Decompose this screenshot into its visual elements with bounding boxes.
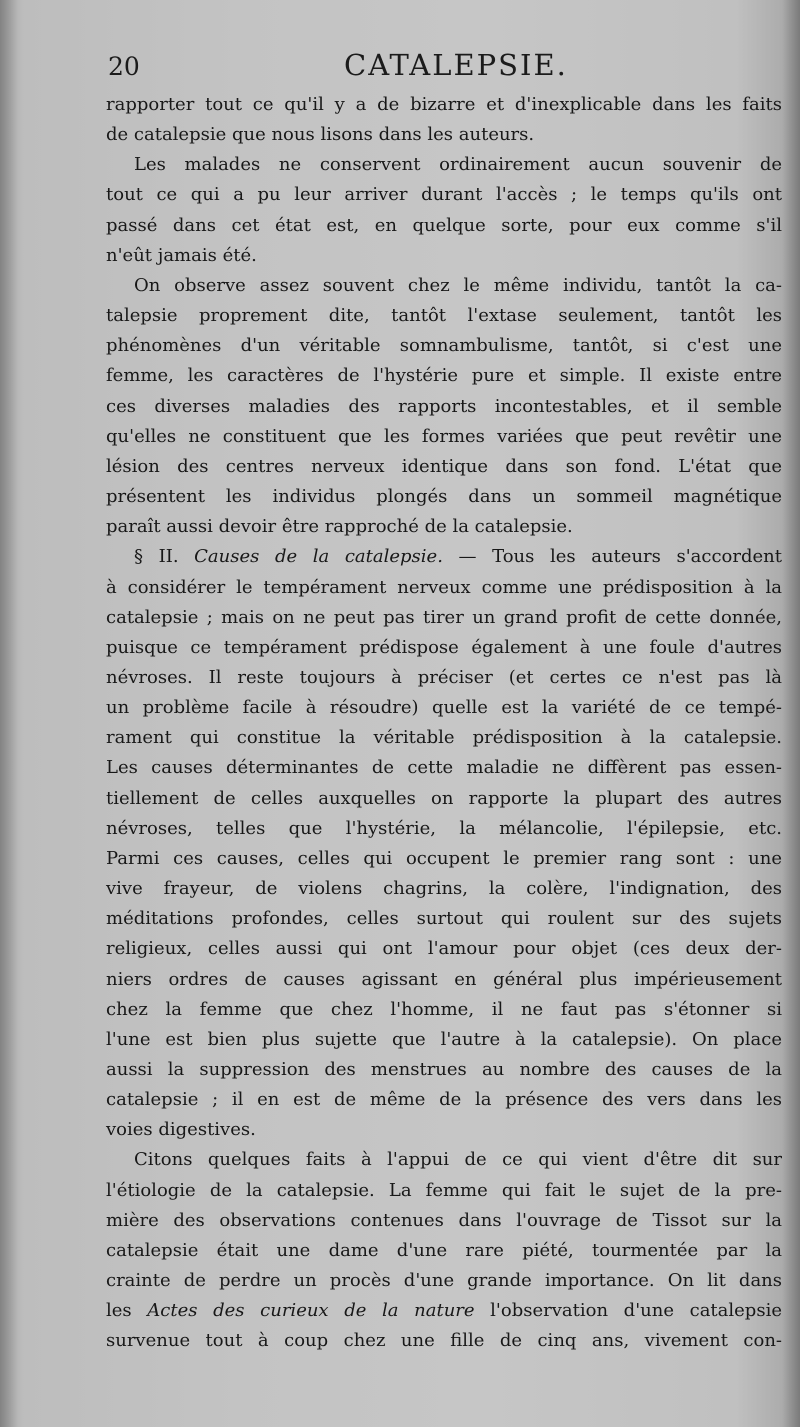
text-line: tiellement de celles auxquelles on rapporte la plupart des autres [106,787,782,809]
section-mark: § II. [134,546,179,568]
text-line: Les malades ne conservent ordinairement aucun souvenir de [134,154,782,176]
text-line: aussi la suppression des menstrues au nombre des causes de la [106,1059,782,1080]
text-line: méditations profondes, celles surtout qui roulent sur des sujets [106,908,782,930]
line-suffix: l'observation d'une catalepsie [474,1300,782,1322]
text-line: crainte de perdre un procès d'une grande importance. On lit dans [106,1270,782,1292]
text-line: catalepsie était une dame d'une rare piété, tourmentée par la [106,1239,782,1261]
text-line: tout ce qui a pu leur arriver durant l'accès ; le temps qu'ils ont [106,184,782,206]
text-line: religieux, celles aussi qui ont l'amour pour objet (ces deux der- [106,938,782,960]
text-line-with-title [106,1296,782,1326]
page-number: 20 [108,52,140,81]
text-line: paraît aussi devoir être rapproché de la catalepsie. [106,516,573,538]
text-line: catalepsie ; il en est de même de la présence des vers dans les [106,1089,782,1111]
body-text [106,90,782,1357]
text-line: qu'elles ne constituent que les formes variées que peut revêtir une [106,425,782,447]
text-line: femme, les caractères de l'hystérie pure et simple. Il existe entre [106,365,782,387]
text-line: névroses, telles que l'hystérie, la mélancolie, l'épilepsie, etc. [106,817,782,839]
text-line: névroses. Il reste toujours à préciser (et certes ce n'est pas là [106,666,782,688]
text-line: niers ordres de causes agissant en général plus impérieusement [106,968,782,990]
text-line: talepsie proprement dite, tantôt l'extase seulement, tantôt les [106,305,782,327]
text-line: l'une est bien plus sujette que l'autre à la catalepsie). On place [106,1028,782,1050]
text-line: présentent les individus plongés dans un sommeil magnétique [106,486,782,508]
section-title: Causes de la catalepsie. [194,546,443,568]
text-line: catalepsie ; mais on ne peut pas tirer un grand profit de cette donnée, [106,606,782,628]
cited-work-title: Actes des curieux de la nature [147,1300,475,1322]
text-line: chez la femme que chez l'homme, il ne faut pas s'étonner si [106,998,782,1020]
section-heading-rest: — Tous les auteurs s'accordent [442,546,782,568]
line-prefix: les [106,1300,148,1322]
text-line: l'étiologie de la catalepsie. La femme qui fait le sujet de la pre- [106,1179,782,1201]
running-title: CATALEPSIE. [344,48,568,82]
text-line: Les causes déterminantes de cette maladie ne diffèrent pas essen- [106,757,782,779]
section-heading-line [106,542,782,572]
text-line: Citons quelques faits à l'appui de ce qui vient d'être dit sur [134,1149,782,1171]
text-line: rapporter tout ce qu'il y a de bizarre et d'inexplicable dans les faits [106,94,782,115]
text-line: un problème facile à résoudre) quelle est la variété de ce tempé- [106,697,782,719]
text-line: à considérer le tempérament nerveux comme une prédisposition à la [106,576,782,598]
text-line: ces diverses maladies des rapports incontestables, et il semble [106,395,782,417]
page-header [108,48,788,88]
text-line: mière des observations contenues dans l'ouvrage de Tissot sur la [106,1209,782,1231]
text-line: vive frayeur, de violens chagrins, la colère, l'indignation, des [106,878,782,900]
text-line: de catalepsie que nous lisons dans les auteurs. [106,124,535,146]
text-line: voies digestives. [106,1119,256,1141]
right-scan-shadow [782,0,800,1427]
text-line: puisque ce tempérament prédispose également à une foule d'autres [106,636,782,658]
text-line: passé dans cet état est, en quelque sorte, pour eux comme s'il [106,214,782,236]
text-line: rament qui constitue la véritable prédisposition à la catalepsie. [106,727,782,749]
text-line: phénomènes d'un véritable somnambulisme, tantôt, si c'est une [106,335,782,357]
text-line: n'eût jamais été. [106,244,257,266]
left-scan-shadow [0,0,18,1427]
text-line: On observe assez souvent chez le même individu, tantôt la ca- [134,274,782,296]
text-line: survenue tout à coup chez une fille de cinq ans, vivement con- [106,1330,782,1352]
text-line: Parmi ces causes, celles qui occupent le premier rang sont : une [106,847,782,869]
text-line: lésion des centres nerveux identique dans son fond. L'état que [106,455,782,477]
